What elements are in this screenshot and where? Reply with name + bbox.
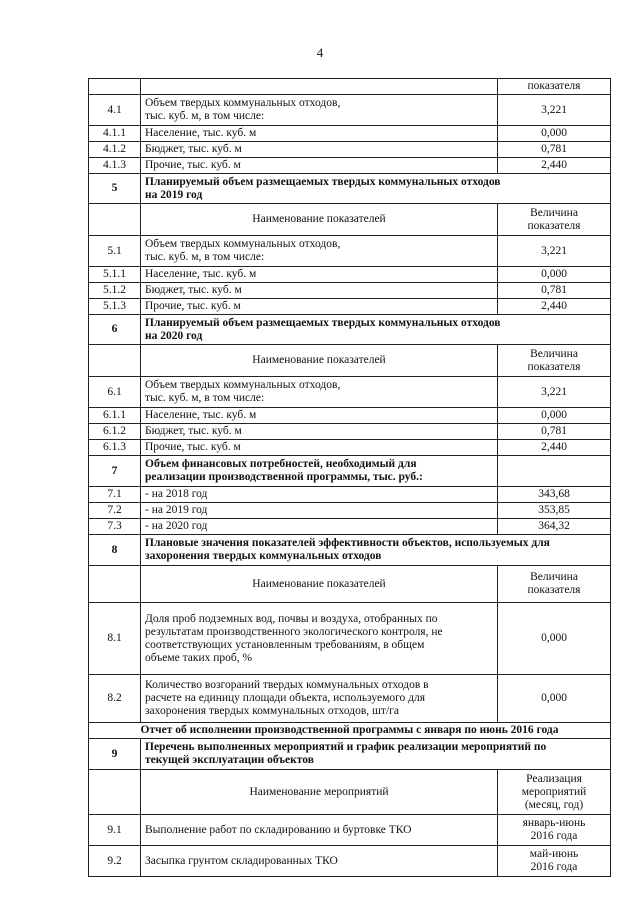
column-header-name: Наименование показателей xyxy=(141,204,498,236)
indicator-name: Бюджет, тыс. куб. м xyxy=(141,283,498,299)
text-line: май-июнь xyxy=(529,848,579,860)
indicator-name: - на 2020 год xyxy=(141,519,498,535)
row-number: 7.3 xyxy=(89,519,141,535)
row-number: 6.1.3 xyxy=(89,440,141,456)
text-line: соответствующих установленным требованиям, в общем xyxy=(145,638,425,651)
activity-period xyxy=(498,846,611,877)
indicator-name: Бюджет, тыс. куб. м xyxy=(141,424,498,440)
cell-empty xyxy=(89,566,141,603)
column-header-value xyxy=(498,204,611,236)
activity-name: Засыпка грунтом складированных ТКО xyxy=(141,846,498,877)
activity-period xyxy=(498,815,611,846)
indicator-name xyxy=(141,603,498,675)
table-row xyxy=(89,267,611,283)
text-line: Реализация xyxy=(526,772,582,785)
row-number: 7.1 xyxy=(89,487,141,503)
table-row xyxy=(89,487,611,503)
cell-empty xyxy=(89,770,141,815)
section-number: 8 xyxy=(89,535,141,566)
indicator-name: - на 2019 год xyxy=(141,503,498,519)
row-number: 4.1 xyxy=(89,95,141,126)
text-line: 2016 года xyxy=(530,830,578,842)
text-line: Объем твердых коммунальных отходов, xyxy=(145,238,341,250)
indicator-value: 353,85 xyxy=(498,503,611,519)
cell-empty xyxy=(89,345,141,377)
text-line: 2016 года xyxy=(530,861,578,873)
indicator-value: 3,221 xyxy=(498,236,611,267)
section-row xyxy=(89,315,611,345)
row-number: 4.1.3 xyxy=(89,158,141,174)
section-title xyxy=(141,535,611,566)
row-number: 8.1 xyxy=(89,603,141,675)
text-line: Объем финансовых потребностей, необходимый для xyxy=(145,458,417,470)
indicator-name: - на 2018 год xyxy=(141,487,498,503)
indicator-value: 0,781 xyxy=(498,142,611,158)
text-line: захоронения твердых коммунальных отходов xyxy=(145,550,382,562)
document-table xyxy=(88,78,611,877)
indicator-name xyxy=(141,377,498,408)
indicator-value: 343,68 xyxy=(498,487,611,503)
text-line: январь-июнь xyxy=(522,817,586,829)
text-line: Величина xyxy=(530,206,578,219)
indicator-value: 2,440 xyxy=(498,158,611,174)
text-line: Величина xyxy=(530,347,578,360)
section-number: 9 xyxy=(89,739,141,770)
row-number: 5.1 xyxy=(89,236,141,267)
indicator-value: 3,221 xyxy=(498,377,611,408)
indicator-name: Население, тыс. куб. м xyxy=(141,267,498,283)
section-number: 5 xyxy=(89,174,141,204)
table-row xyxy=(89,236,611,267)
indicator-name xyxy=(141,95,498,126)
row-number: 8.2 xyxy=(89,675,141,723)
cell-empty xyxy=(498,456,611,487)
text-line: расчете на единицу площади объекта, используемого для xyxy=(145,692,426,704)
text-line: Перечень выполненных мероприятий и график реализации мероприятий по xyxy=(145,741,547,753)
text-line: Объем твердых коммунальных отходов, xyxy=(145,97,341,109)
table-row xyxy=(89,79,611,95)
section-title xyxy=(141,739,611,770)
cell-empty xyxy=(89,204,141,236)
table-row xyxy=(89,142,611,158)
table-row xyxy=(89,95,611,126)
text-line: Планируемый объем размещаемых твердых коммунальных отходов xyxy=(145,316,501,329)
column-header-name: Наименование мероприятий xyxy=(141,770,498,815)
column-header-name: Наименование показателей xyxy=(141,566,498,603)
indicator-name: Прочие, тыс. куб. м xyxy=(141,299,498,315)
text-line: результатам производственного экологического контроля, не xyxy=(145,625,443,638)
table-row xyxy=(89,440,611,456)
table-row xyxy=(89,299,611,315)
text-line: объеме таких проб, % xyxy=(145,651,253,664)
table-row xyxy=(89,603,611,675)
row-number: 4.1.1 xyxy=(89,126,141,142)
indicator-name xyxy=(141,236,498,267)
table-row xyxy=(89,158,611,174)
row-number: 6.1.2 xyxy=(89,424,141,440)
column-header-value xyxy=(498,770,611,815)
section-number: 6 xyxy=(89,315,141,345)
text-line: показателя xyxy=(527,584,581,596)
indicator-value: 364,32 xyxy=(498,519,611,535)
section-row xyxy=(89,456,611,487)
text-line: Планируемый объем размещаемых твердых коммунальных отходов xyxy=(145,175,501,188)
indicator-name: Прочие, тыс. куб. м xyxy=(141,440,498,456)
text-line: захоронения твердых коммунальных отходов, шт/га xyxy=(145,705,399,717)
table-row xyxy=(89,846,611,877)
text-line: Доля проб подземных вод, почвы и воздуха, отобранных по xyxy=(145,612,438,625)
indicator-value: 0,000 xyxy=(498,267,611,283)
text-line: (месяц, год) xyxy=(524,798,584,811)
indicator-name: Бюджет, тыс. куб. м xyxy=(141,142,498,158)
header-row xyxy=(89,566,611,603)
row-number: 9.1 xyxy=(89,815,141,846)
row-number: 4.1.2 xyxy=(89,142,141,158)
indicator-name: Население, тыс. куб. м xyxy=(141,126,498,142)
cell-empty xyxy=(89,79,141,95)
text-line: тыс. куб. м, в том числе: xyxy=(145,251,265,263)
activity-name: Выполнение работ по складированию и буртовке ТКО xyxy=(141,815,498,846)
table-row xyxy=(89,815,611,846)
table-row xyxy=(89,503,611,519)
indicator-value: 0,000 xyxy=(498,126,611,142)
indicator-value: 3,221 xyxy=(498,95,611,126)
row-number: 5.1.3 xyxy=(89,299,141,315)
text-line: на 2020 год xyxy=(145,329,203,342)
table-row xyxy=(89,675,611,723)
column-header-name: Наименование показателей xyxy=(141,345,498,377)
text-line: тыс. куб. м, в том числе: xyxy=(145,110,265,122)
text-line: тыс. куб. м, в том числе: xyxy=(145,392,265,404)
report-heading-row xyxy=(89,723,611,739)
section-title xyxy=(141,315,611,345)
column-header-value xyxy=(498,345,611,377)
text-line: мероприятий xyxy=(521,785,587,798)
section-number: 7 xyxy=(89,456,141,487)
text-line: Количество возгораний твердых коммунальных отходов в xyxy=(145,679,429,691)
section-title xyxy=(141,456,498,487)
text-line: на 2019 год xyxy=(145,188,203,201)
section-row xyxy=(89,535,611,566)
section-title xyxy=(141,174,611,204)
row-number: 9.2 xyxy=(89,846,141,877)
indicator-name: Население, тыс. куб. м xyxy=(141,408,498,424)
indicator-value: 0,000 xyxy=(498,675,611,723)
row-number: 5.1.1 xyxy=(89,267,141,283)
table-row xyxy=(89,424,611,440)
value-header-cont: показателя xyxy=(498,79,611,95)
indicator-value: 0,000 xyxy=(498,408,611,424)
indicator-value: 2,440 xyxy=(498,299,611,315)
text-line: реализации производственной программы, тыс. руб.: xyxy=(145,471,423,483)
table-row xyxy=(89,126,611,142)
section-row xyxy=(89,174,611,204)
table-row xyxy=(89,283,611,299)
row-number: 6.1.1 xyxy=(89,408,141,424)
text-line: Плановые значения показателей эффективности объектов, используемых для xyxy=(145,537,550,549)
text-line: показателя xyxy=(527,219,581,232)
indicator-value: 0,781 xyxy=(498,424,611,440)
cell-empty xyxy=(141,79,498,95)
text-line: Объем твердых коммунальных отходов, xyxy=(145,379,341,391)
text-line: текущей эксплуатации объектов xyxy=(145,754,314,766)
header-row xyxy=(89,345,611,377)
indicator-value: 0,000 xyxy=(498,603,611,675)
page-number: 4 xyxy=(316,45,324,60)
indicator-name xyxy=(141,675,498,723)
text-line: Величина xyxy=(530,571,578,583)
section-row xyxy=(89,739,611,770)
indicator-value: 0,781 xyxy=(498,283,611,299)
indicator-name: Прочие, тыс. куб. м xyxy=(141,158,498,174)
row-number: 5.1.2 xyxy=(89,283,141,299)
table-row xyxy=(89,408,611,424)
table-row xyxy=(89,377,611,408)
column-header-value xyxy=(498,566,611,603)
row-number: 7.2 xyxy=(89,503,141,519)
table-row xyxy=(89,519,611,535)
text-line: показателя xyxy=(527,360,581,373)
row-number: 6.1 xyxy=(89,377,141,408)
report-heading: Отчет об исполнении производственной программы с января по июнь 2016 года xyxy=(89,723,611,739)
header-row xyxy=(89,204,611,236)
indicator-value: 2,440 xyxy=(498,440,611,456)
header-row xyxy=(89,770,611,815)
